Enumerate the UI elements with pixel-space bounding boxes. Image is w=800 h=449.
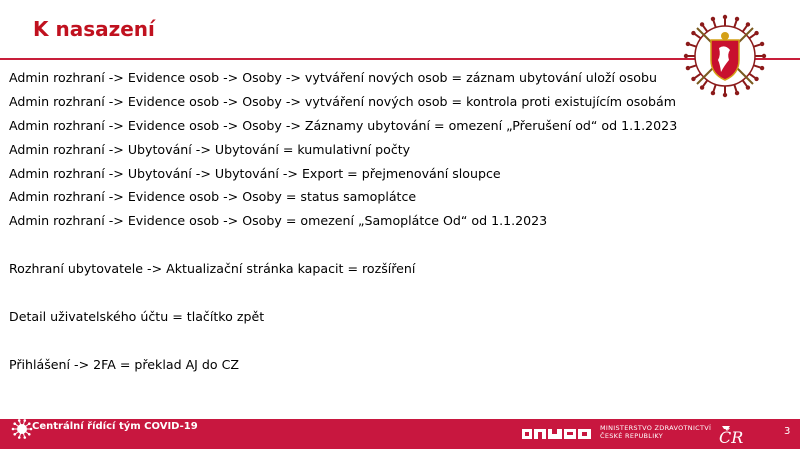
ministry-label: MINISTERSTVO ZDRAVOTNICTVÍ ČESKÉ REPUBLIKY xyxy=(600,424,712,440)
page-number: 3 xyxy=(784,426,791,437)
svg-text:ČR: ČR xyxy=(719,428,744,446)
text-line: Admin rozhraní -> Evidence osob -> Osoby -> vytváření nových osob = kontrola proti existujícím osobám xyxy=(9,94,677,109)
title-divider xyxy=(0,58,800,60)
text-line: Admin rozhraní -> Ubytování -> Ubytování = kumulativní počty xyxy=(9,142,411,157)
footer-bar xyxy=(0,419,800,449)
state-emblem-icon xyxy=(683,14,767,98)
footer-team-label: Centrální řídící tým COVID-19 xyxy=(32,421,198,432)
text-line: Admin rozhraní -> Ubytování -> Ubytování -> Export = přejmenování sloupce xyxy=(9,166,501,181)
text-line: Přihlášení -> 2FA = překlad AJ do CZ xyxy=(9,357,240,372)
text-line: Admin rozhraní -> Evidence osob -> Osoby -> Záznamy ubytování = omezení „Přerušení od“ od 1.1.2023 xyxy=(9,118,678,133)
text-line: Detail uživatelského účtu = tlačítko zpět xyxy=(9,309,265,324)
text-line: Rozhraní ubytovatele -> Aktualizační stránka kapacit = rozšíření xyxy=(9,261,416,276)
text-line: Admin rozhraní -> Evidence osob -> Osoby -> vytváření nových osob = záznam ubytování uloží osobu xyxy=(9,70,657,85)
text-line: Admin rozhraní -> Evidence osob -> Osoby = status samoplátce xyxy=(9,189,417,204)
cr-logo-icon xyxy=(716,422,754,446)
virus-icon xyxy=(11,418,33,440)
slide-title: K nasazení xyxy=(33,17,155,41)
text-line: Admin rozhraní -> Evidence osob -> Osoby = omezení „Samoplátce Od“ od 1.1.2023 xyxy=(9,213,548,228)
ministry-mark-icon xyxy=(522,426,592,441)
